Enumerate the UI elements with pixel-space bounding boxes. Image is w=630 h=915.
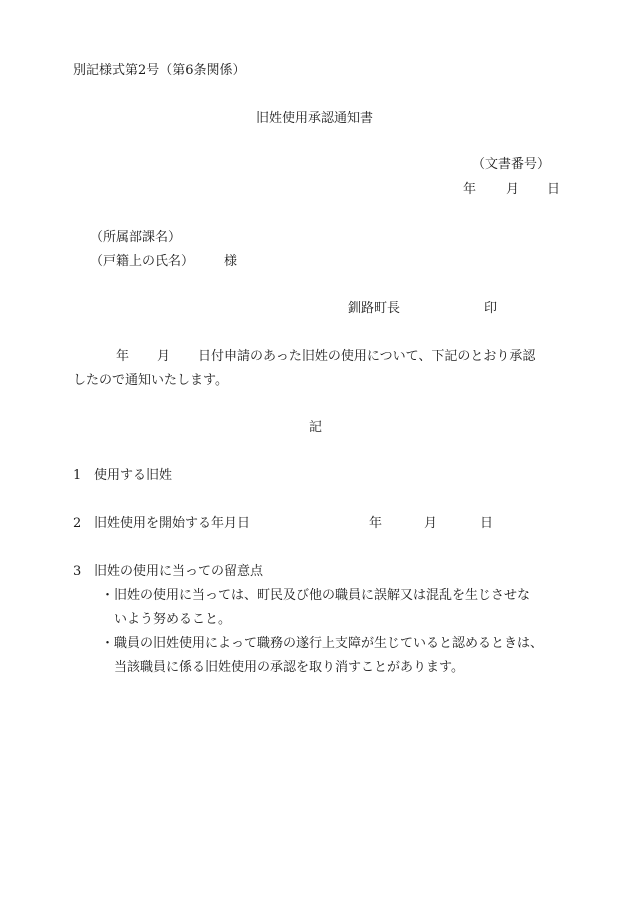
recipient-name: （戸籍上の氏名） [90, 254, 195, 269]
document-title: 旧姓使用承認通知書 [256, 111, 374, 126]
body-line1: 日付申請のあった旧姓の使用について、下記のとおり承認 [198, 349, 536, 364]
item1-number: 1 [73, 468, 82, 483]
item3-number: 3 [73, 564, 82, 579]
item2-number: 2 [73, 516, 82, 531]
item2-day: 日 [480, 516, 494, 531]
issue-date-day: 日 [547, 182, 561, 197]
document-number: （文書番号） [472, 157, 551, 172]
body-month: 月 [157, 349, 171, 364]
item3-bullet2-line1: 職員の旧姓使用によって職務の遂行上支障が生じていると認めるときは、 [114, 636, 544, 651]
form-label: 別記様式第2号（第6条関係） [73, 63, 246, 78]
item3-bullet1-line2: いよう努めること。 [114, 612, 232, 627]
item3-bullet1-line1: 旧姓の使用に当っては、町民及び他の職員に誤解又は混乱を生じさせな [114, 588, 531, 603]
issue-date-month: 月 [506, 182, 520, 197]
item2-month: 月 [424, 516, 438, 531]
item2-year: 年 [369, 516, 383, 531]
sender-seal: 印 [484, 301, 498, 316]
item3-bullet2-line2: 当該職員に係る旧姓使用の承認を取り消すことがあります。 [114, 660, 464, 675]
body-year: 年 [116, 349, 130, 364]
item3-label: 旧姓の使用に当っての留意点 [94, 564, 264, 579]
recipient-department: （所属部課名） [90, 230, 182, 245]
item3-bullet-1: ・ [101, 588, 115, 603]
recipient-honorific: 様 [224, 254, 238, 269]
body-line2: したので通知いたします。 [73, 373, 228, 388]
item1-label: 使用する旧姓 [94, 468, 173, 483]
issue-date-year: 年 [463, 182, 477, 197]
item3-bullet-2: ・ [101, 636, 115, 651]
sender-title: 釧路町長 [348, 301, 401, 316]
item2-label: 旧姓使用を開始する年月日 [94, 516, 251, 531]
ki-heading: 記 [309, 420, 323, 435]
